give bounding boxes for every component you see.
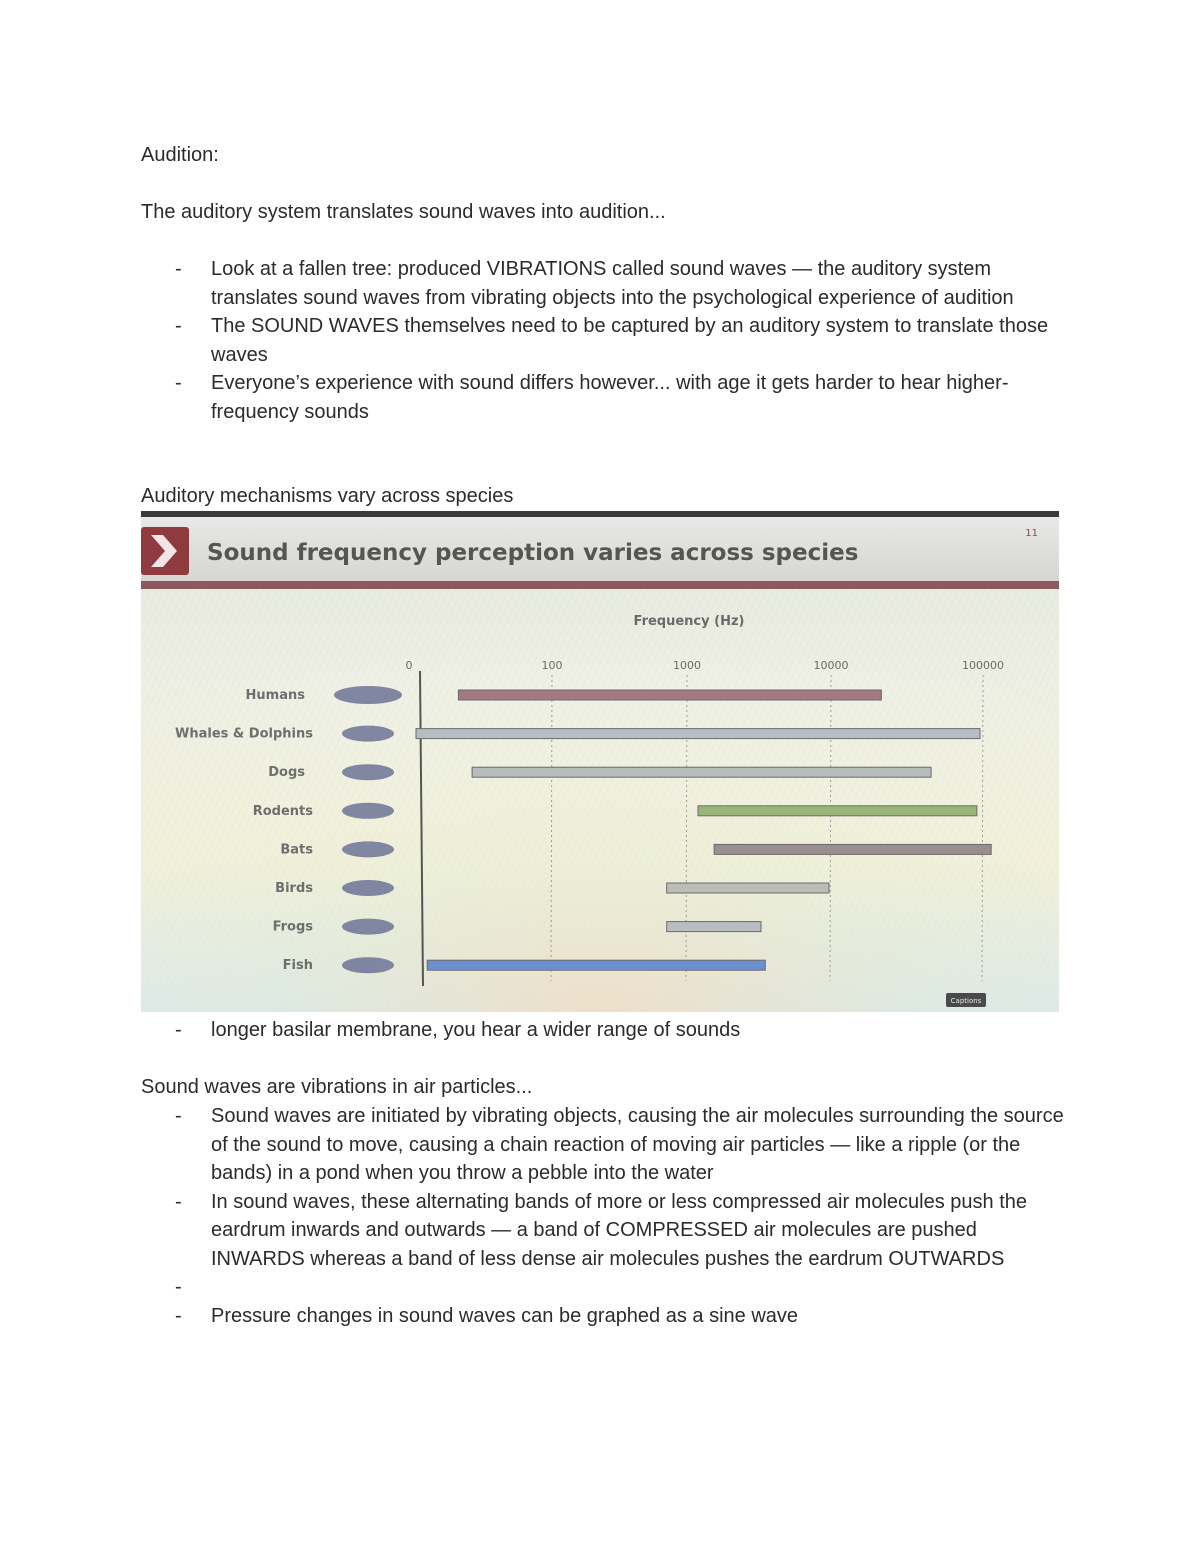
animal-silhouette-icon xyxy=(342,957,394,973)
intro-text: The auditory system translates sound waves into audition... xyxy=(141,201,666,223)
list-item-text: Pressure changes in sound waves can be graphed as a sine wave xyxy=(211,1304,799,1327)
animal-silhouette-icon xyxy=(342,803,394,819)
list-item-text: longer basilar membrane, you hear a wider range of sounds xyxy=(211,1019,741,1041)
category-label: Whales & Dolphins xyxy=(175,726,313,742)
captions-button-label: Captions xyxy=(950,997,982,1005)
list-item-text: Everyone’s experience with sound differs however... with age it gets harder to hear higher-frequency sounds xyxy=(211,372,1009,423)
bar-bats xyxy=(714,844,991,854)
list-item xyxy=(141,255,1071,312)
chevron-logo-icon xyxy=(141,527,189,575)
category-label: Frogs xyxy=(272,919,313,935)
category-label: Fish xyxy=(282,958,313,974)
list-item xyxy=(141,1188,1071,1274)
slide-photo xyxy=(141,511,1059,1012)
bullet-dash: - xyxy=(175,372,182,394)
screen-bezel xyxy=(141,511,1059,517)
bar-humans xyxy=(458,690,881,700)
bullet-dash: - xyxy=(175,1105,182,1127)
category-label: Humans xyxy=(245,688,305,703)
animal-silhouette-icon xyxy=(334,686,402,704)
list-item xyxy=(141,312,1071,369)
category-label: Birds xyxy=(275,881,313,896)
bar-frogs xyxy=(667,922,761,932)
x-tick-label: 100000 xyxy=(962,659,1004,672)
list-item xyxy=(141,1102,1071,1188)
animal-silhouette-icon xyxy=(342,764,394,780)
bar-birds xyxy=(667,883,829,893)
bar-rodents xyxy=(698,806,977,816)
section-title-mechanisms: Auditory mechanisms vary across species xyxy=(141,485,514,507)
x-tick-label: 10000 xyxy=(813,659,849,672)
slide-page-number: 11 xyxy=(1025,528,1038,539)
animal-silhouette-icon xyxy=(342,880,394,896)
category-label: Rodents xyxy=(252,803,313,819)
category-label: Dogs xyxy=(268,765,305,781)
bullet-list-1 xyxy=(141,255,1071,426)
bullet-dash: - xyxy=(175,1190,182,1213)
heading-audition: Audition: xyxy=(141,144,219,166)
captions-button[interactable] xyxy=(946,993,986,1007)
header-rule xyxy=(141,581,1059,589)
animal-silhouette-icon xyxy=(342,726,394,742)
bar-whales-dolphins xyxy=(416,729,980,739)
list-item xyxy=(141,1302,1071,1331)
x-axis-label: Frequency (Hz) xyxy=(633,614,745,629)
list-item xyxy=(141,1016,1071,1045)
list-item-text: In sound waves, these alternating bands of more or less compressed air molecules push the eardrum inwards and outwards — a band of COMPRESSED air molecules are pushed INWARDS whereas a band of less dense air molecules pushes the eardrum OUTWARDS xyxy=(211,1190,1027,1270)
animal-silhouette-icon xyxy=(342,919,394,935)
x-tick-label: 0 xyxy=(405,659,413,672)
bullet-dash: - xyxy=(175,1304,182,1327)
bullet-list-3 xyxy=(141,1102,1071,1330)
section-title-sound-waves: Sound waves are vibrations in air particles... xyxy=(141,1076,533,1098)
animal-silhouette-icon xyxy=(342,841,394,857)
list-item xyxy=(141,369,1071,426)
category-label: Bats xyxy=(280,842,313,858)
bullet-dash: - xyxy=(175,1019,182,1041)
bullet-list-2 xyxy=(141,1016,1071,1045)
bar-dogs xyxy=(472,767,931,777)
list-item-empty xyxy=(141,1273,1071,1302)
bullet-dash: - xyxy=(175,315,182,337)
moire-glow xyxy=(141,586,1059,1012)
x-tick-label: 1000 xyxy=(673,659,701,672)
list-item-text: Look at a fallen tree: produced VIBRATIONS called sound waves — the auditory system translates sound waves from vibrating objects into the psychological experience of audition xyxy=(211,258,1014,309)
list-item-text: The SOUND WAVES themselves need to be captured by an auditory system to translate those waves xyxy=(211,315,1049,366)
bar-fish xyxy=(427,960,765,970)
x-tick-label: 100 xyxy=(541,659,563,672)
slide-chart xyxy=(141,511,1059,1012)
slide-title: Sound frequency perception varies across species xyxy=(207,540,859,566)
list-item-text: Sound waves are initiated by vibrating objects, causing the air molecules surrounding the source of the sound to move, causing a chain reaction of moving air particles — like a ripple (or the bands) in a pond when you throw a pebble into the water xyxy=(211,1105,1064,1184)
bullet-dash: - xyxy=(175,258,182,280)
bullet-dash: - xyxy=(175,1276,182,1298)
